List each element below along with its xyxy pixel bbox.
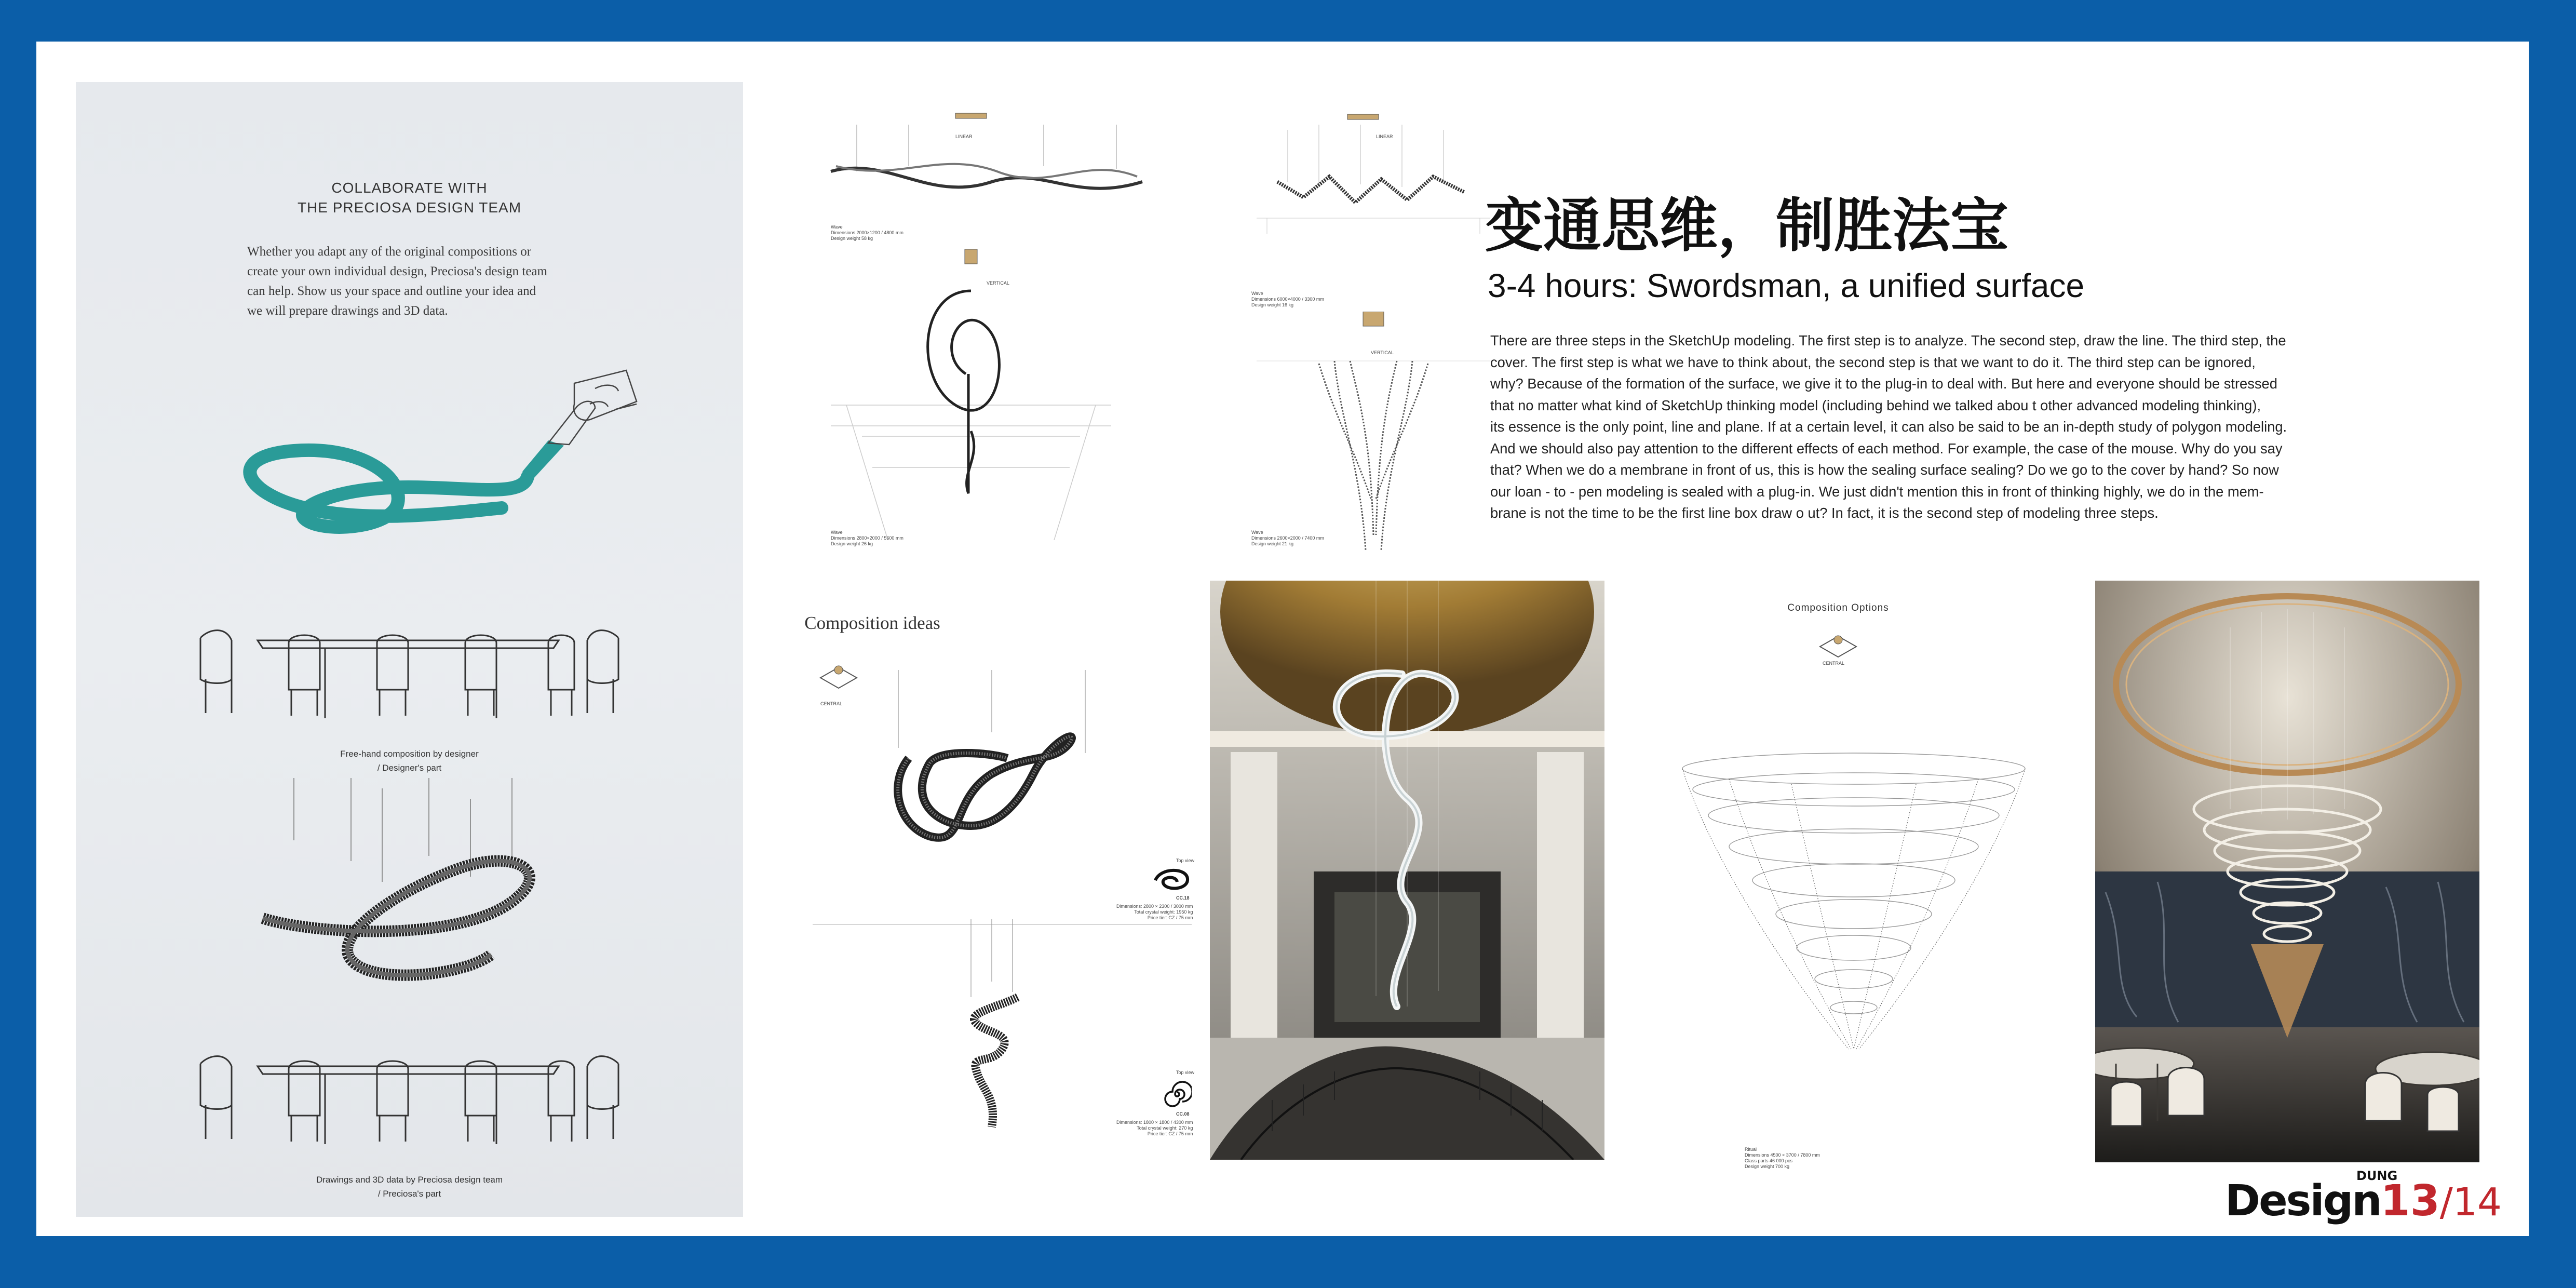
- page-slash: /: [2439, 1180, 2453, 1225]
- panel-intro-line: create your own individual design, Preciosa's design team: [247, 264, 547, 278]
- dining-table-sketch-bottom: [195, 1043, 624, 1147]
- lobby-spiral-chandelier-photo: [1210, 581, 1604, 1160]
- central-label: CENTRAL: [820, 701, 843, 706]
- central-icon: [815, 654, 862, 701]
- ribbon-chandelier-drawing: [247, 778, 569, 986]
- caption-preciosa-part: [76, 1173, 743, 1201]
- restaurant-cone-chandelier-photo: [2095, 581, 2479, 1162]
- top-view-label: Top view: [1176, 858, 1195, 863]
- vertical-spiral-chandelier-drawing: [831, 249, 1111, 540]
- page-sheet: [36, 42, 2529, 1236]
- article-line: brane is not the time to be the first line box draw o ut? In fact, it is the second step of modeling three steps.: [1490, 505, 2159, 521]
- article-body: [1490, 330, 2347, 524]
- linear-label-2: LINEAR: [1376, 134, 1393, 139]
- panel-intro-line: can help. Show us your space and outline your idea and: [247, 284, 536, 298]
- article-line: cover. The first step is what we have to think about, the second step is that we want to do it. The third step can be ignored,: [1490, 354, 2256, 370]
- composition-1-note: Dimensions: 2800 × 2300 / 3000 mm Total crystal weight: 1950 kg Price tier: CZ / 75 mm: [1116, 904, 1193, 920]
- panel-intro-line: Whether you adapt any of the original compositions or: [247, 245, 532, 259]
- panel-heading-line1: COLLABORATE WITH: [331, 180, 488, 196]
- composition-options-title: Composition Options: [1787, 602, 1889, 613]
- panel-heading-line2: THE PRECIOSA DESIGN TEAM: [297, 199, 522, 216]
- cone-spec-note: Ritual Dimensions 4500 × 3700 / 7800 mm Glass parts 46 000 pcs Design weight 700 kg: [1745, 1147, 1820, 1169]
- composition-code-2: CC.08: [1176, 1111, 1190, 1117]
- article-line: its essence is the only point, line and plane. If at a certain level, it can also be said to be an in-depth study of polygon modeling.: [1490, 419, 2287, 435]
- linear-lines-chandelier-drawing: [1257, 104, 1490, 234]
- caption-designer-line1: Free-hand composition by designer: [340, 749, 479, 759]
- logo-superscript: DUNG: [2356, 1169, 2398, 1183]
- article-line: our loan - to - pen modeling is sealed with a plug-in. We just didn't mention this in front of thinking highly, we do in the mem-: [1490, 483, 2264, 500]
- vertical-chain-chandelier-drawing: [1257, 312, 1490, 556]
- caption-preciosa-line1: Drawings and 3D data by Preciosa design team: [316, 1175, 503, 1185]
- linear-wave-chandelier-drawing: [826, 104, 1148, 223]
- hand-drawn-ribbon-sketch: [232, 352, 647, 596]
- top-view-label-2: Top view: [1176, 1070, 1195, 1075]
- central-label-2: CENTRAL: [1823, 661, 1845, 666]
- composition-ideas-title: Composition ideas: [804, 613, 940, 633]
- design-logo: [2225, 1176, 2502, 1226]
- cone-chandelier-drawing: [1677, 748, 2030, 1059]
- caption-designer-part: [76, 747, 743, 775]
- caption-designer-line2: / Designer's part: [377, 763, 442, 773]
- lines-spec-note: Wave Dimensions 6000×4000 / 3300 mm Design weight 16 kg: [1251, 291, 1324, 307]
- panel-intro-text: [247, 242, 611, 321]
- composition-2-note: Dimensions: 1800 × 1800 / 4300 mm Total crystal weight: 270 kg Price tier: CZ / 75 mm: [1116, 1120, 1193, 1136]
- article-line: that? When we do a membrane in front of us, this is how the sealing surface sealing? Do we go to the cover by hand? So now: [1490, 462, 2279, 478]
- page-number: 13: [2380, 1176, 2440, 1226]
- article-line: why? Because of the formation of the surface, we give it to the plug-in to deal with. But here and everyone should be stressed: [1490, 375, 2277, 392]
- panel-intro-line: we will prepare drawings and 3D data.: [247, 304, 448, 318]
- chinese-title: 变通思维，制胜法宝: [1485, 192, 2008, 260]
- composition-code-1: CC.18: [1176, 895, 1190, 901]
- article-line: that no matter what kind of SketchUp thinking model (including behind we talked abou t other advanced modeling thinking),: [1490, 397, 2261, 413]
- dining-table-sketch-top: [195, 617, 624, 721]
- panel-heading: [76, 178, 743, 218]
- wave-spec-note: Wave Dimensions 2000×1200 / 4800 mm Design weight 58 kg: [831, 224, 903, 241]
- article-line: There are three steps in the SketchUp modeling. The first step is to analyze. The second step, draw the line. The third step, the: [1490, 332, 2286, 348]
- article-line: And we should also pay attention to the different effects of each method. For example, the case of the mouse. Why do you say: [1490, 440, 2283, 457]
- caption-preciosa-line2: / Preciosa's part: [377, 1189, 441, 1199]
- vertical-label: VERTICAL: [987, 280, 1009, 286]
- vertical-label-2: VERTICAL: [1371, 350, 1394, 355]
- spiral-top-view-icon: [1163, 1080, 1192, 1109]
- logo-word: Design: [2225, 1176, 2381, 1226]
- page-total: 14: [2452, 1180, 2502, 1225]
- chain-spec-note: Wave Dimensions 2600×2000 / 7400 mm Design weight 21 kg: [1251, 530, 1324, 546]
- collaborate-panel: [76, 82, 743, 1217]
- top-view-icon: [1150, 867, 1192, 893]
- spiral-spec-note: Wave Dimensions 2800×2000 / 5600 mm Design weight 26 kg: [831, 530, 903, 546]
- linear-label: LINEAR: [955, 134, 973, 139]
- english-title: 3-4 hours: Swordsman, a unified surface: [1488, 267, 2085, 304]
- loop-chandelier-drawing: [878, 670, 1106, 878]
- helix-chandelier-drawing: [929, 919, 1054, 1137]
